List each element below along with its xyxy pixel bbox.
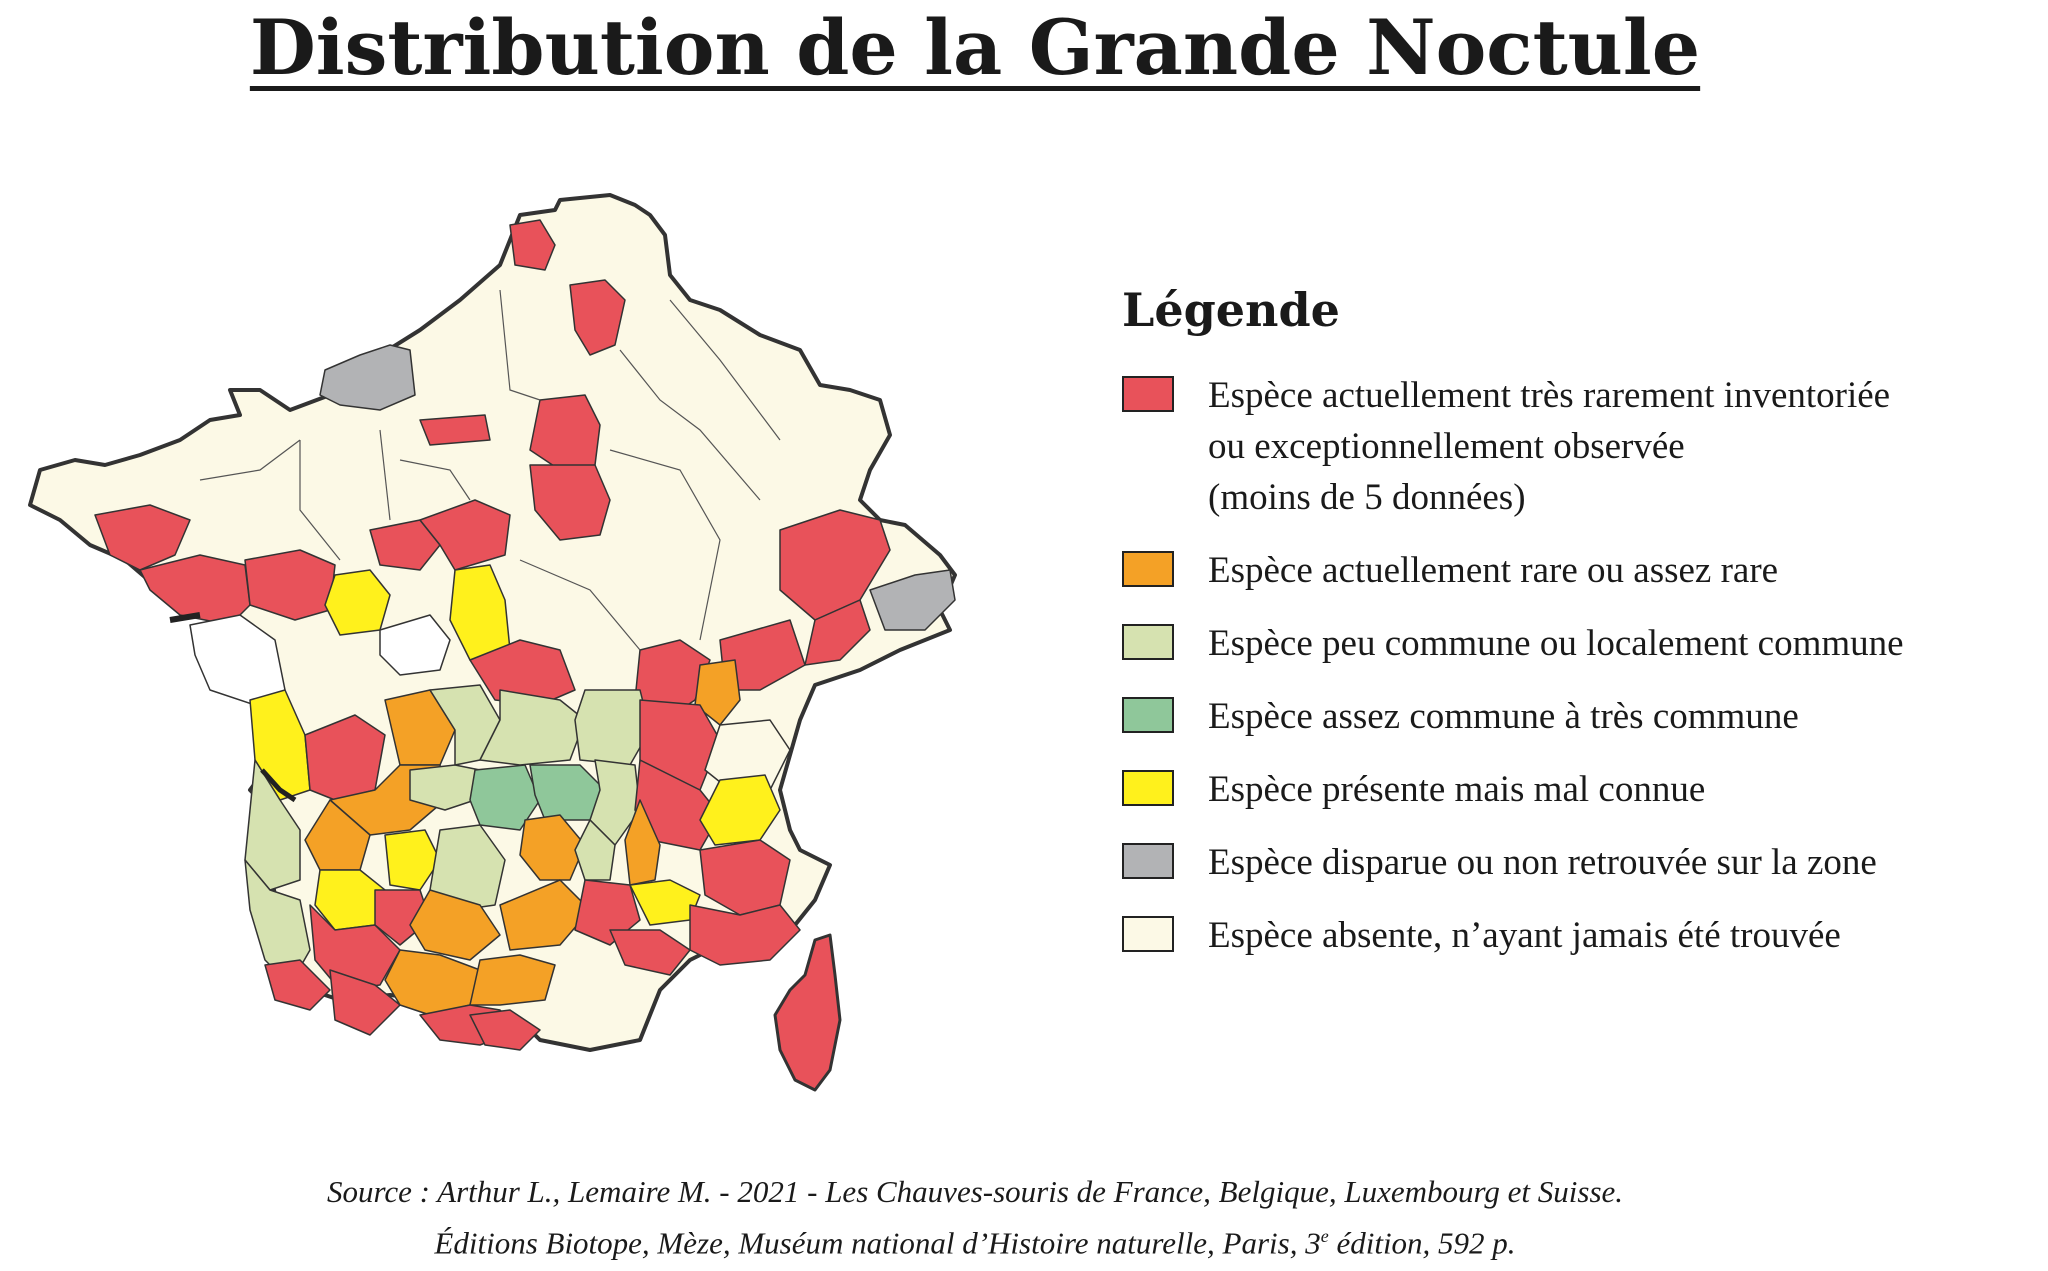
legend-item-disparue <box>1122 837 2042 888</box>
legend <box>1122 280 2042 983</box>
source-line-1: Source : Arthur L., Lemaire M. - 2021 - Les Chauves-souris de France, Belgique, Luxembourg et Suisse. <box>326 1174 1624 1209</box>
legend-label: Espèce présente mais mal connue <box>1208 769 1706 810</box>
source-line-2-b: édition, 592 p. <box>1328 1225 1516 1261</box>
source-line-2 <box>0 1214 1950 1265</box>
map-title: Distribution de la Grande Noctule <box>249 3 1701 92</box>
source-edition-superscript: e <box>1320 1226 1329 1246</box>
region-var-red <box>690 905 800 965</box>
legend-item-commune <box>1122 691 2042 742</box>
legend-item-peu-commune <box>1122 618 2042 669</box>
source-line-2-a: Éditions Biotope, Mèze, Muséum national d’Histoire naturelle, Paris, 3 <box>434 1225 1321 1261</box>
legend-swatch <box>1122 770 1174 806</box>
legend-label: Espèce actuellement rare ou assez rare <box>1208 550 1779 591</box>
legend-swatch <box>1122 843 1174 879</box>
legend-item-rare <box>1122 545 2042 596</box>
region-corse-red <box>775 935 840 1090</box>
legend-label: Espèce disparue ou non retrouvée sur la zone <box>1208 842 1877 883</box>
region-tarn-orange <box>470 955 555 1005</box>
legend-item-absente <box>1122 910 2042 961</box>
legend-swatch <box>1122 916 1174 952</box>
legend-title: Légende <box>1122 283 1340 337</box>
legend-swatch <box>1122 624 1174 660</box>
legend-item-tres-rare <box>1122 370 2042 523</box>
region-seine-maritime-grey <box>320 345 415 410</box>
legend-swatch <box>1122 697 1174 733</box>
legend-label: Espèce actuellement très rarement inventoriée ou exceptionnellement observée (moins de 5 données) <box>1208 375 1891 518</box>
source-citation <box>0 1170 1950 1265</box>
legend-label: Espèce absente, n’ayant jamais été trouvée <box>1208 915 1841 956</box>
legend-item-mal-connue <box>1122 764 2042 815</box>
legend-label: Espèce peu commune ou localement commune <box>1208 623 1904 664</box>
legend-swatch <box>1122 376 1174 412</box>
legend-swatch <box>1122 551 1174 587</box>
region-paris-red <box>420 415 490 445</box>
legend-label: Espèce assez commune à très commune <box>1208 696 1799 737</box>
